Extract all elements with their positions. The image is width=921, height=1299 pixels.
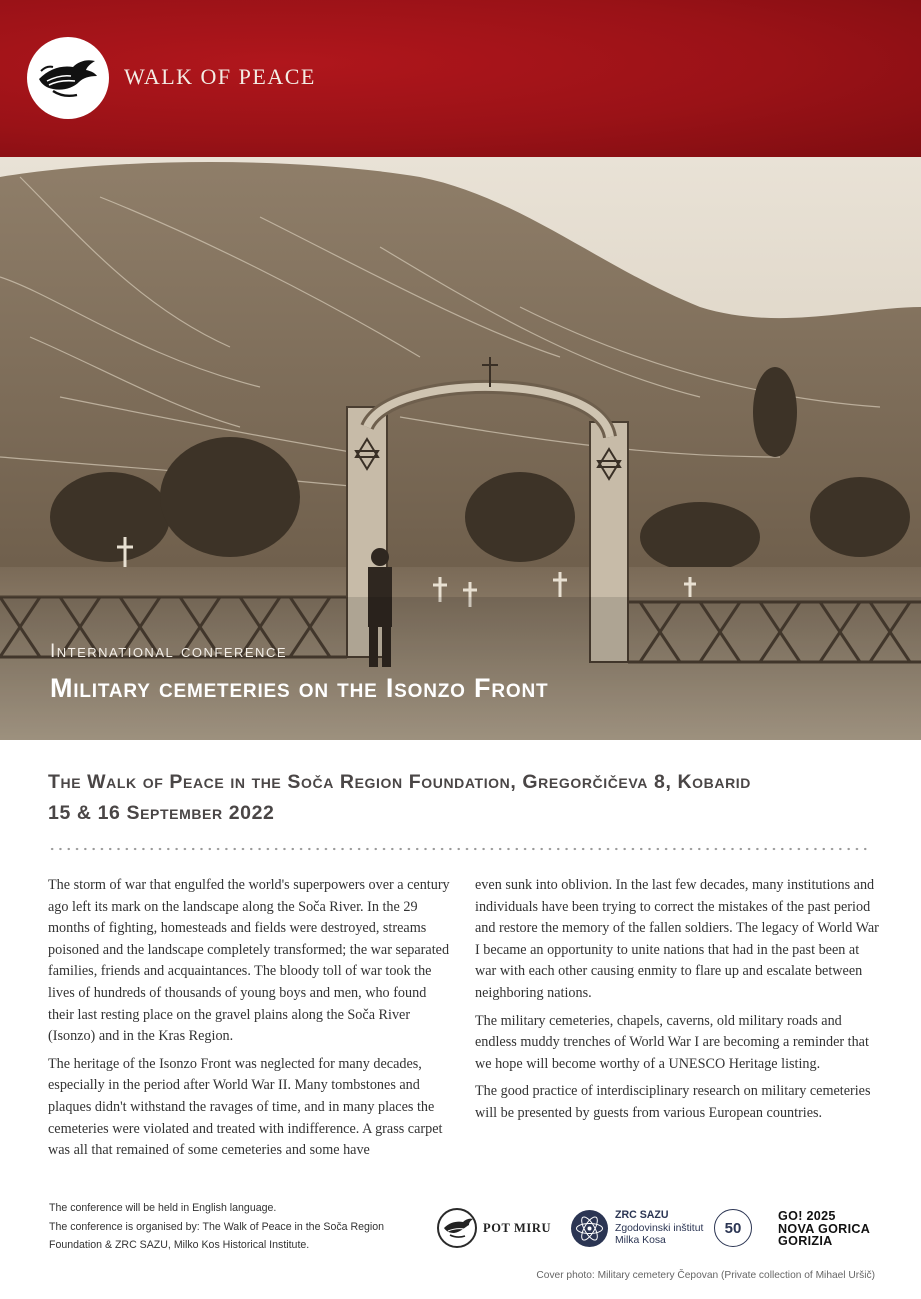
pot-miru-label: POT MIRU: [483, 1220, 552, 1235]
photo-credit: Cover photo: Military cemetery Čepovan (Private collection of Mihael Uršič): [536, 1270, 875, 1281]
fifty-label: 50: [724, 1219, 742, 1237]
logo: [27, 37, 109, 119]
dove-icon: [437, 1208, 477, 1248]
dotted-divider: [48, 847, 870, 851]
go-line-1: GO! 2025: [778, 1209, 836, 1223]
pot-miru-logo: [437, 1208, 551, 1248]
language-note: The conference will be held in English language.: [49, 1202, 277, 1214]
dove-icon: [35, 51, 101, 103]
body-paragraph: The storm of war that engulfed the world's superpowers over a century ago left its mark on the landscape along the Soča River. In the 29 months of fighting, homesteads and fields were destroyed, streams poisoned and the landscape completely transformed; the war separated families, friends and acquaintances. The bloody toll of war took the lives of hundreds of thousands of young boys and men, who found their last resting place on the gravel plains along the Soča River (Isonzo) and in the Kras Region.: [48, 877, 450, 1045]
body-paragraph: The heritage of the Isonzo Front was neglected for many decades, especially in the period after World War II. Many tombstones and plaques didn't withstand the ravages of time, and in many places the cemeteries were violated and treated with indifference. A grass carpet was all that remained of some cemeteries and some have: [48, 1055, 443, 1159]
brand-name: WALK OF PEACE: [124, 64, 316, 89]
zrc-institute: Zgodovinski inštitut: [615, 1222, 704, 1234]
conference-title: Military cemeteries on the Isonzo Front: [50, 673, 549, 703]
zrc-institute-name: Milka Kosa: [615, 1235, 666, 1246]
zrc-title: ZRC SAZU: [615, 1209, 669, 1221]
organiser-note: The conference is organised by: The Walk of Peace in the Soča Region Foundation & ZRC SAZU, Milko Kos Historical Institute.: [49, 1221, 385, 1251]
go-line-3: GORIZIA: [778, 1234, 833, 1249]
atom-icon: [571, 1210, 608, 1247]
body-column-right: [475, 875, 880, 1131]
body-paragraph: The military cemeteries, chapels, caverns, old military roads and endless muddy trenches of World War I are becoming a reminder that we hope will become worthy of a UNESCO Heritage listing.: [475, 1012, 869, 1072]
zrc-sazu-logo: [571, 1209, 703, 1248]
fifty-years-badge: [714, 1209, 752, 1247]
event-dates: 15 & 16 September 2022: [48, 802, 275, 824]
body-paragraph: even sunk into oblivion. In the last few decades, many institutions and individuals have been trying to correct the mistakes of the past period and restore the memory of the fallen soldiers. The legacy of World War I became an opportunity to unite nations that had in the past been at war with each other causing enmity to flare up and escalate between neighboring nations.: [475, 877, 879, 1001]
body-paragraph: The good practice of interdisciplinary research on military cemeteries will be presented by guests from various European countries.: [475, 1083, 871, 1121]
go-2025-logo: [778, 1210, 870, 1248]
venue-address: The Walk of Peace in the Soča Region Foundation, Gregorčičeva 8, Kobarid: [48, 771, 751, 793]
header-band: [0, 0, 921, 157]
body-column-left: [48, 875, 450, 1168]
conference-kicker: International conference: [50, 641, 287, 662]
go-line-2: NOVA GORICA: [778, 1221, 871, 1236]
